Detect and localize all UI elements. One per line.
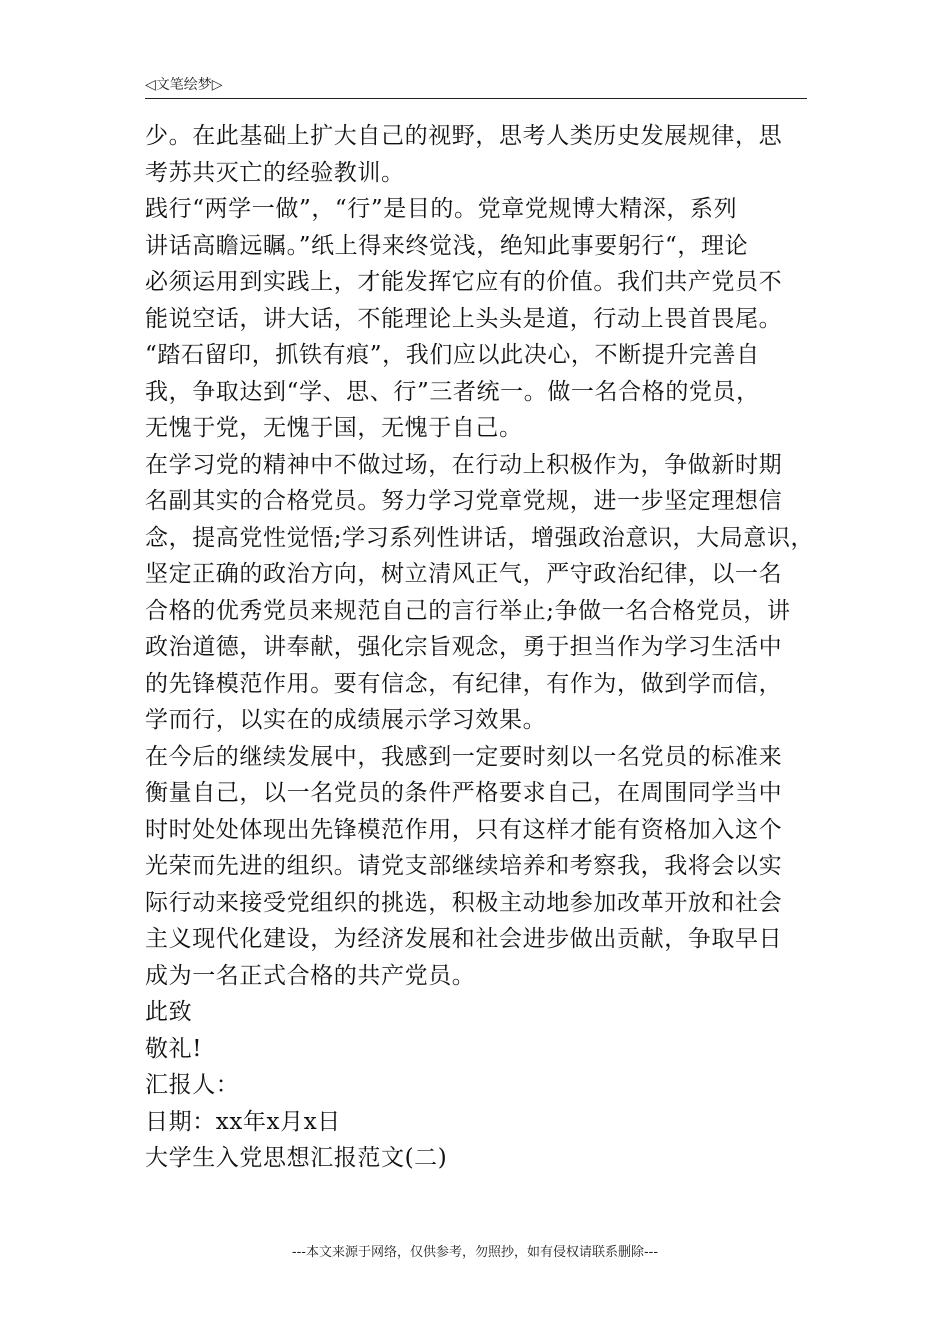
text-line: 政治道德，讲奉献，强化宗旨观念，勇于担当作为学习生活中: [145, 634, 783, 660]
header-brand: [145, 76, 223, 94]
text-line: 必须运用到实践上，才能发挥它应有的价值。我们共产党员不: [145, 269, 783, 295]
text-line: 际行动来接受党组织的挑选，积极主动地参加改革开放和社会: [145, 889, 783, 916]
text-line: 合格的优秀党员来规范自己的言行举止;争做一名合格党员，讲: [145, 597, 791, 624]
page-header: [145, 74, 807, 99]
text-line: 讲话高瞻远瞩。”纸上得来终觉浅，绝知此事要躬行“，理论: [145, 232, 749, 259]
text-line: 敬礼!: [145, 1035, 203, 1062]
text-line: 无愧于党，无愧于国，无愧于自己。: [145, 415, 523, 441]
text-line: 成为一名正式合格的共产党员。: [145, 962, 476, 989]
text-line: 大学生入党思想汇报范文(二): [145, 1145, 448, 1171]
text-line: 时时处处体现出先锋模范作用，只有这样才能有资格加入这个: [145, 816, 783, 843]
text-line: 践行“两学一做”，“行”是目的。党章党规博大精深，系列: [145, 196, 738, 222]
text-line: 坚定正确的政治方向，树立清风正气，严守政治纪律，以一名: [145, 561, 783, 587]
text-line: 我，争取达到“学、思、行”三者统一。做一名合格的党员，: [145, 378, 760, 405]
brand-name: 文笔绘梦: [155, 77, 212, 93]
text-line: 在学习党的精神中不做过场，在行动上积极作为，争做新时期: [145, 451, 783, 478]
right-triangle-icon: ▷: [211, 77, 223, 93]
left-triangle-icon: ◁: [145, 77, 156, 93]
document-body: [145, 118, 825, 1177]
text-line: 日期：xx年x月x日: [145, 1108, 341, 1135]
text-line: 在今后的继续发展中，我感到一定要时刻以一名党员的标准来: [145, 743, 783, 770]
text-line: 此致: [145, 999, 193, 1025]
text-line: 汇报人：: [145, 1072, 240, 1098]
text-line: 名副其实的合格党员。努力学习党章党规，进一步坚定理想信: [145, 488, 783, 514]
page-footer: ---本文来源于网络，仅供参考，勿照抄，如有侵权请联系删除---: [291, 1245, 659, 1260]
text-line: 衡量自己，以一名党员的条件严格要求自己，在周围同学当中: [145, 780, 783, 806]
text-line: 光荣而先进的组织。请党支部继续培养和考察我，我将会以实: [145, 853, 783, 879]
text-line: 念，提高党性觉悟;学习系列性讲话，增强政治意识，大局意识，: [145, 524, 815, 551]
text-line: 考苏共灭亡的经验教训。: [145, 159, 405, 186]
text-line: 少。在此基础上扩大自己的视野，思考人类历史发展规律，思: [145, 123, 783, 149]
text-line: 的先锋模范作用。要有信念，有纪律，有作为，做到学而信，: [145, 670, 783, 697]
text-line: 主义现代化建设，为经济发展和社会进步做出贡献，争取早日: [145, 926, 783, 952]
text-line: “踏石留印，抓铁有痕”，我们应以此决心，不断提升完善自: [145, 342, 760, 368]
text-line: 能说空话，讲大话，不能理论上头头是道，行动上畏首畏尾。: [145, 305, 783, 332]
text-line: 学而行，以实在的成绩展示学习效果。: [145, 707, 547, 733]
